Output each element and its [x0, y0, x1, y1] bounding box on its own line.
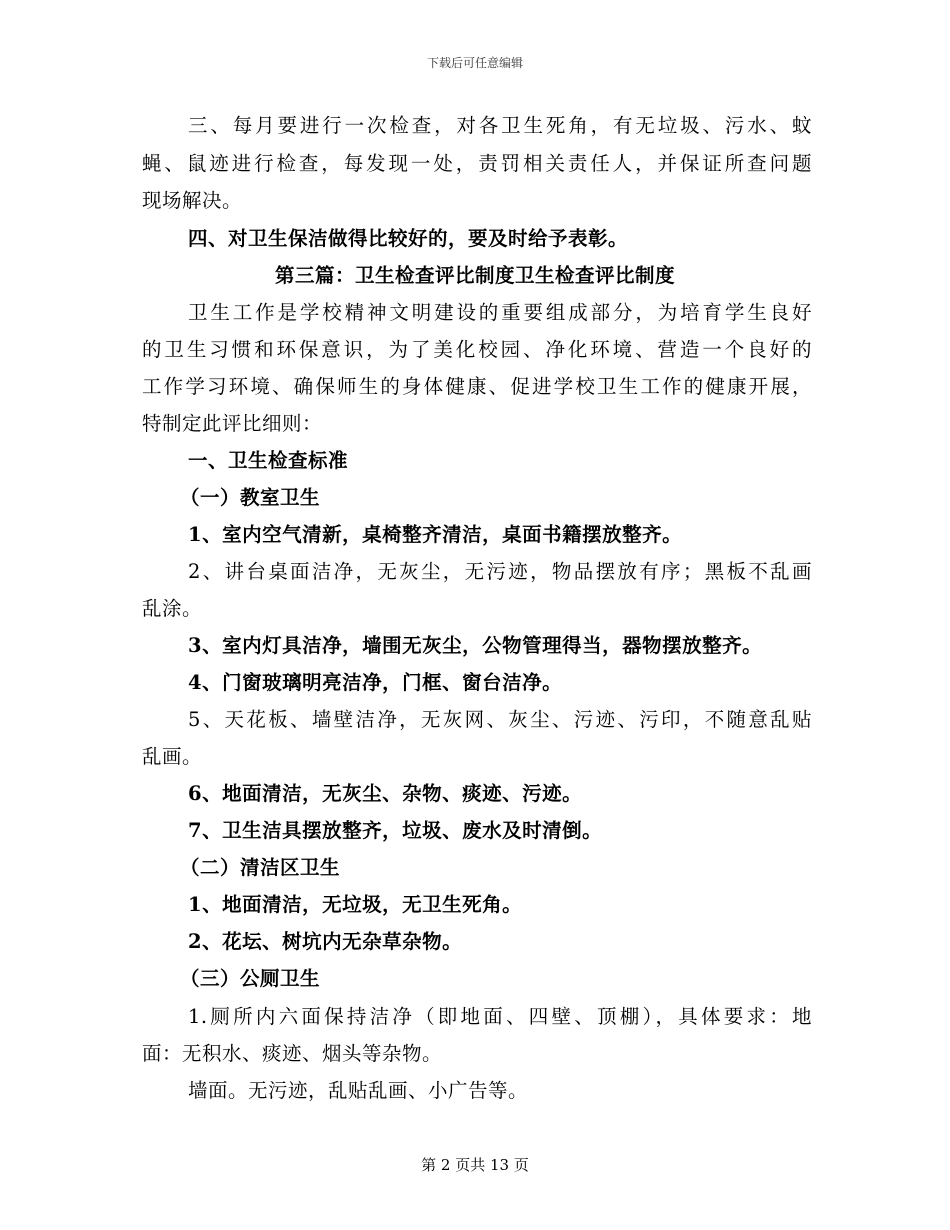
text-line: 蝇、鼠迹进行检查，每发现一处，责罚相关责任人，并保证所查问题 — [142, 152, 812, 175]
text-line: 三、每月要进行一次检查，对各卫生死角，有无垃圾、污水、蚊 — [188, 114, 812, 137]
text-line: （一）教室卫生 — [180, 486, 321, 509]
text-line: 2、讲台桌面洁净，无灰尘，无污迹，物品摆放有序；黑板不乱画 — [188, 560, 812, 583]
text-line: 乱画。 — [142, 745, 203, 768]
text-line: 特制定此评比细则： — [142, 412, 323, 435]
text-line: 面：无积水、痰迹、烟头等杂物。 — [142, 1042, 443, 1065]
text-line: 6、地面清洁，无灰尘、杂物、痰迹、污迹。 — [188, 782, 583, 805]
text-line: 5、天花板、墙壁洁净，无灰网、灰尘、污迹、污印，不随意乱贴 — [188, 708, 812, 731]
text-line: 1.厕所内六面保持洁净（即地面、四壁、顶棚），具体要求：地 — [188, 1005, 812, 1028]
text-line: 的卫生习惯和环保意识，为了美化校园、净化环境、营造一个良好的 — [142, 338, 812, 361]
text-line: 第三篇：卫生检查评比制度卫生检查评比制度 — [274, 264, 675, 287]
text-line: 3、室内灯具洁净，墙围无灰尘，公物管理得当，器物摆放整齐。 — [188, 634, 763, 657]
text-line: 乱涂。 — [142, 597, 203, 620]
text-line: 1、地面清洁，无垃圾，无卫生死角。 — [188, 893, 523, 916]
text-line: 墙面。无污迹，乱贴乱画、小广告等。 — [188, 1079, 529, 1102]
text-line: 现场解决。 — [142, 189, 243, 212]
page-header: 下载后可任意编辑 — [426, 56, 523, 70]
text-line: 卫生工作是学校精神文明建设的重要组成部分，为培育学生良好 — [188, 301, 812, 324]
text-line: （三）公厕卫生 — [180, 967, 321, 990]
text-line: 四、对卫生保洁做得比较好的，要及时给予表彰。 — [188, 227, 629, 250]
text-line: 7、卫生洁具摆放整齐，垃圾、废水及时清倒。 — [188, 819, 603, 842]
text-line: （二）清洁区卫生 — [180, 856, 341, 879]
text-line: 4、门窗玻璃明亮洁净，门框、窗台洁净。 — [188, 671, 563, 694]
text-line: 一、卫生检查标准 — [188, 449, 349, 472]
page-footer: 第 2 页共 13 页 — [421, 1156, 529, 1174]
text-line: 2、花坛、树坑内无杂草杂物。 — [188, 930, 463, 953]
text-line: 工作学习环境、确保师生的身体健康、促进学校卫生工作的健康开展， — [142, 375, 812, 398]
text-line: 1、室内空气清新，桌椅整齐清洁，桌面书籍摆放整齐。 — [188, 523, 683, 546]
